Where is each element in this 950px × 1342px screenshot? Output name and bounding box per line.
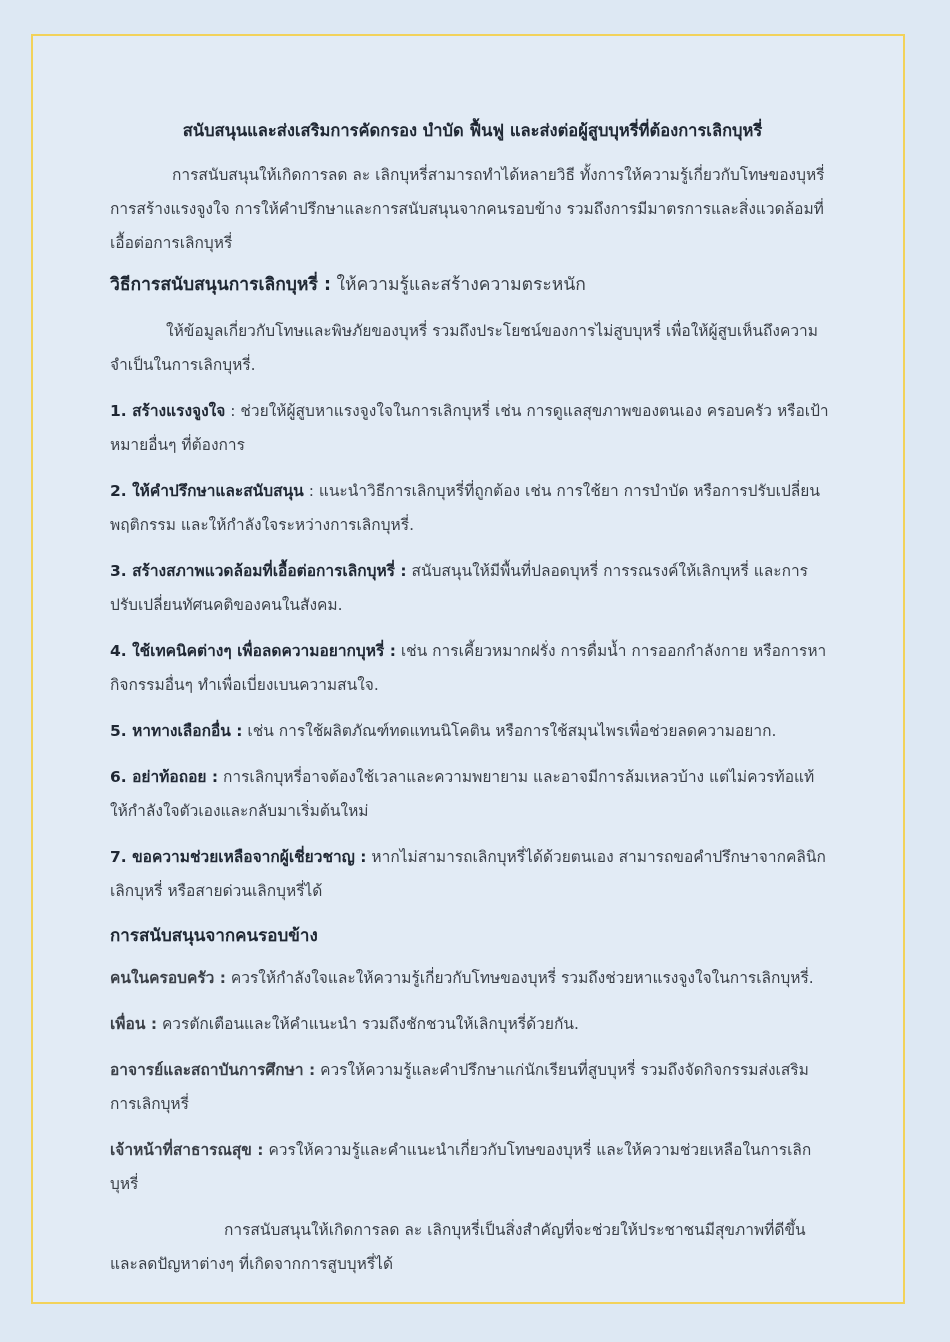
method-item-text: : ช่วยให้ผู้สูบหาแรงจูงใจในการเลิกบุหรี่ เช่น การดูแลสุขภาพของตนเอง ครอบครัว หรือเป้าหมายอื่นๆ ที่ต้องการ [110, 402, 829, 454]
support-item-health-staff [110, 1133, 835, 1201]
support-item-label: คนในครอบครัว : [110, 969, 226, 987]
method-item-5 [110, 714, 835, 748]
method-item-text: เช่น การใช้ผลิตภัณฑ์ทดแทนนิโคติน หรือการใช้สมุนไพรเพื่อช่วยลดความอยาก. [242, 722, 777, 740]
support-item-family [110, 961, 835, 995]
method-item-label: 1. สร้างแรงจูงใจ [110, 402, 226, 420]
method-item-7 [110, 840, 835, 908]
support-item-teachers [110, 1053, 835, 1121]
method-item-label: 7. ขอความช่วยเหลือจากผู้เชี่ยวชาญ : [110, 848, 367, 866]
method-item-4 [110, 634, 835, 702]
method-item-text: : แนะนำวิธีการเลิกบุหรี่ที่ถูกต้อง เช่น การใช้ยา การบำบัด หรือการปรับเปลี่ยนพฤติกรรม และให้กำลังใจระหว่างการเลิกบุหรี่. [110, 482, 820, 534]
support-item-text: ควรให้กำลังใจและให้ความรู้เกี่ยวกับโทษของบุหรี่ รวมถึงช่วยหาแรงจูงใจในการเลิกบุหรี่. [225, 969, 814, 987]
support-item-label: เพื่อน : [110, 1015, 158, 1033]
method-item-label: 3. สร้างสภาพแวดล้อมที่เอื้อต่อการเลิกบุหรี่ : [110, 562, 407, 580]
methods-intro-paragraph: ให้ข้อมูลเกี่ยวกับโทษและพิษภัยของบุหรี่ รวมถึงประโยชน์ของการไม่สูบบุหรี่ เพื่อให้ผู้สูบเห็นถึงความจำเป็นในการเลิกบุหรี่. [110, 322, 818, 374]
methods-heading-label: วิธีการสนับสนุนการเลิกบุหรี่ : [110, 275, 331, 295]
document-title: สนับสนุนและส่งเสริมการคัดกรอง บำบัด ฟื้นฟู และส่งต่อผู้สูบบุหรี่ที่ต้องการเลิกบุหรี่ [182, 121, 763, 140]
methods-heading-text: ให้ความรู้และสร้างความตระหนัก [330, 275, 586, 295]
support-item-label: อาจารย์และสถาบันการศึกษา : [110, 1061, 316, 1079]
support-item-label: เจ้าหน้าที่สาธารณสุข : [110, 1141, 264, 1159]
support-item-friends [110, 1007, 835, 1041]
method-item-1 [110, 394, 835, 462]
method-item-3 [110, 554, 835, 622]
method-item-2 [110, 474, 835, 542]
support-item-text: ควรให้ความรู้และคำแนะนำเกี่ยวกับโทษของบุหรี่ และให้ความช่วยเหลือในการเลิกบุหรี่ [110, 1141, 812, 1193]
method-item-text: หากไม่สามารถเลิกบุหรี่ได้ด้วยตนเอง สามารถขอคำปรึกษาจากคลินิกเลิกบุหรี่ หรือสายด่วนเลิกบุหรี่ได้ [110, 848, 826, 900]
support-heading: การสนับสนุนจากคนรอบข้าง [110, 926, 318, 946]
support-item-text: ควรให้ความรู้และคำปรึกษาแก่นักเรียนที่สูบบุหรี่ รวมถึงจัดกิจกรรมส่งเสริมการเลิกบุหรี่ [110, 1061, 809, 1113]
method-item-label: 6. อย่าท้อถอย : [110, 768, 219, 786]
document-content [110, 118, 835, 1281]
method-item-label: 5. หาทางเลือกอื่น : [110, 722, 243, 740]
methods-heading [110, 268, 835, 302]
intro-paragraph: การสนับสนุนให้เกิดการลด ละ เลิกบุหรี่สามารถทำได้หลายวิธี ทั้งการให้ความรู้เกี่ยวกับโทษของบุหรี่ การสร้างแรงจูงใจ การให้คำปรึกษาและการสนับสนุนจากคนรอบข้าง รวมถึงการมีมาตรการและสิ่งแวดล้อมที่เอื้อต่อการเลิกบุหรี่ [110, 166, 825, 252]
document-page [31, 34, 905, 1304]
method-item-text: สนับสนุนให้มีพื้นที่ปลอดบุหรี่ การรณรงค์ให้เลิกบุหรี่ และการปรับเปลี่ยนทัศนคติของคนในสังคม. [110, 562, 809, 614]
method-item-text: เช่น การเคี้ยวหมากฝรั่ง การดื่มน้ำ การออกกำลังกาย หรือการหากิจกรรมอื่นๆ ทำเพื่อเบี่ยงเบนความสนใจ. [110, 642, 827, 694]
method-item-label: 2. ให้คำปรึกษาและสนับสนุน [110, 482, 304, 500]
conclusion-paragraph: การสนับสนุนให้เกิดการลด ละ เลิกบุหรี่เป็นสิ่งสำคัญที่จะช่วยให้ประชาชนมีสุขภาพที่ดีขึ้น และลดปัญหาต่างๆ ที่เกิดจากการสูบบุหรี่ได้ [110, 1221, 806, 1273]
method-item-text: การเลิกบุหรี่อาจต้องใช้เวลาและความพยายาม และอาจมีการล้มเหลวบ้าง แต่ไม่ควรท้อแท้ ให้กำลังใจตัวเองและกลับมาเริ่มต้นใหม่ [110, 768, 815, 820]
method-item-label: 4. ใช้เทคนิคต่างๆ เพื่อลดความอยากบุหรี่ : [110, 642, 396, 660]
support-item-text: ควรตักเตือนและให้คำแนะนำ รวมถึงชักชวนให้เลิกบุหรี่ด้วยกัน. [157, 1015, 579, 1033]
method-item-6 [110, 760, 835, 828]
